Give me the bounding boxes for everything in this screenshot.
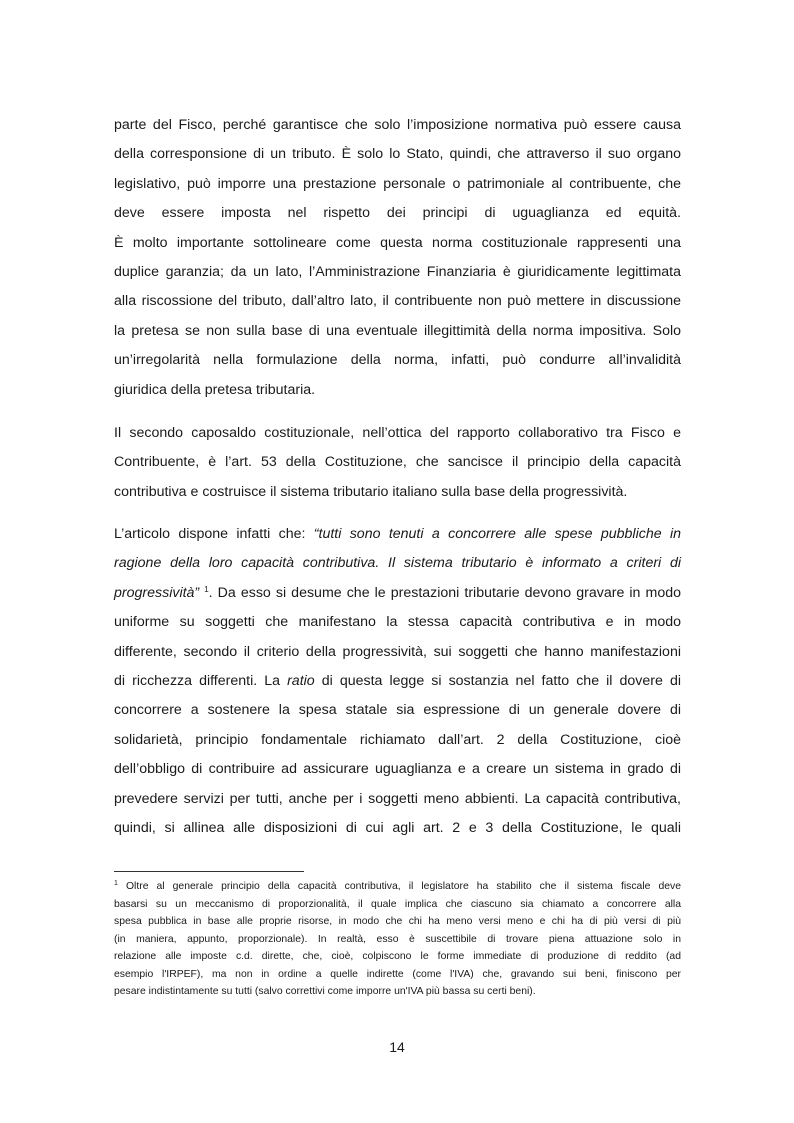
- document-body: [114, 111, 681, 843]
- text-line: [114, 549, 681, 578]
- text-line: giuridica della pretesa tributaria.: [114, 381, 316, 398]
- footnote-separator: [114, 871, 304, 872]
- text-line: [114, 579, 681, 608]
- text-line: contributiva e costruisce il sistema tributario italiano sulla base della progressività.: [114, 483, 628, 500]
- text-line: concorrere a sostenere la spesa statale sia espressione di un generale dovere di: [114, 702, 681, 719]
- footnote-line: pesare indistintamente su tutti (salvo correttivi come imporre un'IVA più bassa su certi beni).: [114, 986, 536, 997]
- text-run: . Da esso si desume che le prestazioni tributarie devono gravare in modo: [208, 584, 681, 601]
- footnote-line: (in maniera, appunto, proporzionale). In realtà, esso è suscettibile di trovare piena attuazione solo in: [114, 933, 681, 945]
- text-line: la pretesa se non sulla base di una eventuale illegittimità della norma impositiva. Solo: [114, 322, 681, 339]
- footnote: [114, 878, 681, 1001]
- text-line: della corresponsione di un tributo. È solo lo Stato, quindi, che attraverso il suo organo: [114, 146, 681, 163]
- footnote-line: relazione alle imposte c.d. dirette, che, cioè, colpiscono le forme immediate di produzione di reddito (ad: [114, 951, 681, 962]
- paragraph-3: [114, 520, 681, 843]
- text-run: di ricchezza differenti. La: [114, 673, 288, 690]
- text-line: Contribuente, è l’art. 53 della Costituzione, che sancisce il principio della capacità: [114, 454, 681, 471]
- footnote-line: esempio l'IRPEF), ma non in ordine a quelle indirette (come l'IVA) che, gravando sui beni, finiscono per: [114, 968, 681, 980]
- emphasis: ratio: [287, 673, 315, 690]
- footnote-reference[interactable]: 1: [204, 584, 209, 594]
- quotation: ragione della loro capacità contributiva. Il sistema tributario è informato a criteri di: [114, 555, 681, 572]
- text-line: un’irregolarità nella formulazione della norma, infatti, può condurre all’invalidità: [114, 352, 681, 369]
- text-line: legislativo, può imporre una prestazione personale o patrimoniale al contribuente, che: [114, 175, 681, 192]
- text-line: [114, 520, 681, 549]
- text-line: prevedere servizi per tutti, anche per i soggetti meno abbienti. La capacità contributiva,: [114, 790, 681, 807]
- text-line: dell’obbligo di contribuire ad assicurare uguaglianza e a creare un sistema in grado di: [114, 761, 681, 778]
- paragraph-2: [114, 419, 681, 507]
- text-line: differente, secondo il criterio della progressività, sui soggetti che hanno manifestazioni: [114, 643, 681, 660]
- paragraph-1: [114, 111, 681, 405]
- text-line: Il secondo caposaldo costituzionale, nell’ottica del rapporto collaborativo tra Fisco e: [114, 424, 681, 441]
- text-line: uniforme su soggetti che manifestano la stessa capacità contributiva e in modo: [114, 614, 681, 631]
- text-line: duplice garanzia; da un lato, l’Amministrazione Finanziaria è giuridicamente legittimata: [114, 263, 681, 280]
- text-run: L’articolo dispone infatti che:: [114, 526, 314, 543]
- footnote-line: spesa pubblica in base alle proprie risorse, in modo che chi ha meno versi meno e chi ha di più versi di più: [114, 916, 681, 927]
- text-run: Oltre al generale principio della capacità contributiva, il legislatore ha stabilito che il sistema fiscale deve: [117, 881, 681, 892]
- text-line: alla riscossione del tributo, dall’altro lato, il contribuente non può mettere in discussione: [114, 293, 681, 310]
- quotation: “tutti sono tenuti a concorrere alle spese pubbliche in: [313, 526, 681, 543]
- text-line: deve essere imposta nel rispetto dei principi di uguaglianza ed equità.: [114, 205, 681, 222]
- footnote-marker: 1: [114, 880, 118, 887]
- page-number: 14: [389, 1039, 405, 1055]
- text-line: [114, 667, 681, 696]
- text-line: È molto importante sottolineare come questa norma costituzionale rappresenti una: [114, 234, 681, 251]
- quotation: progressività”: [114, 584, 205, 601]
- footnote-line: [114, 878, 681, 896]
- text-line: quindi, si allinea alle disposizioni di cui agli art. 2 e 3 della Costituzione, le quali: [114, 819, 681, 836]
- text-run: di questa legge si sostanzia nel fatto che il dovere di: [314, 673, 681, 690]
- footnote-line: basarsi su un meccanismo di proporzionalità, il quale implica che ciascuno sia chiamato a concorrere alla: [114, 898, 681, 910]
- text-line: solidarietà, principio fondamentale richiamato dall’art. 2 della Costituzione, cioè: [114, 731, 681, 748]
- text-line: parte del Fisco, perché garantisce che solo l’imposizione normativa può essere causa: [114, 117, 681, 133]
